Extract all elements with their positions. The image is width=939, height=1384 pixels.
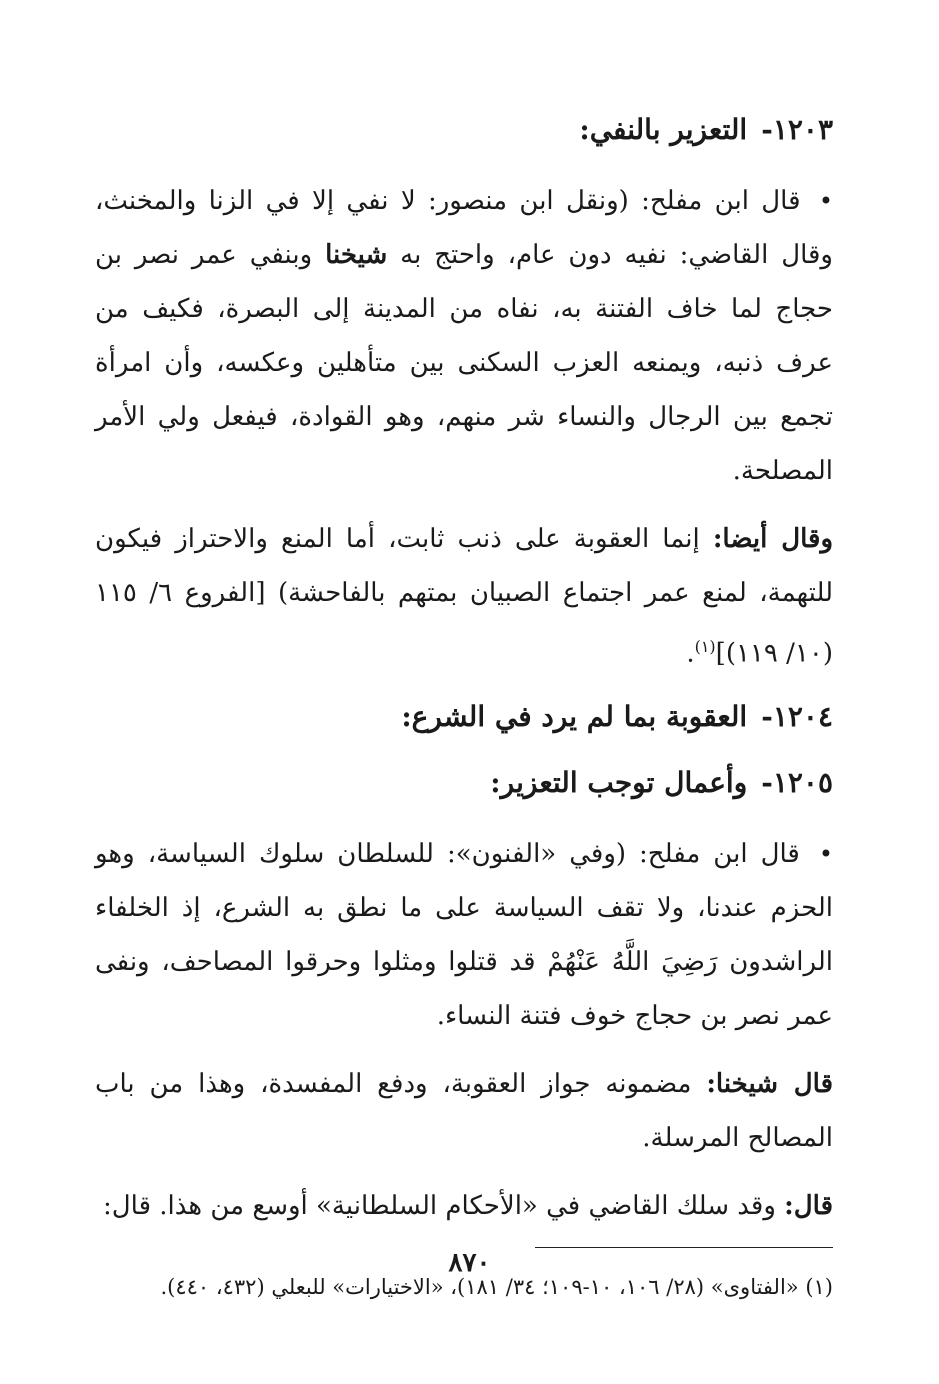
- section-title: وأعمال توجب التعزير:: [490, 765, 748, 799]
- section-number: ١٢٠٣-: [761, 113, 833, 146]
- paragraph-text: مضمونه جواز العقوبة، ودفع المفسدة، وهذا من باب المصالح المرسلة.: [95, 1068, 833, 1153]
- bold-term: شيخنا: [325, 240, 388, 270]
- paragraph-text: .: [686, 638, 695, 669]
- section-heading-1203: [95, 108, 833, 152]
- section-heading-1204: [95, 695, 833, 739]
- bullet-icon: •: [818, 839, 834, 868]
- section-title: التعزير بالنفي:: [579, 113, 748, 146]
- paragraph-5: [95, 1179, 833, 1233]
- paragraph-text: وقد سلك القاضي في «الأحكام السلطانية» أوسع من هذا. قال:: [103, 1190, 776, 1221]
- paragraph-4: [95, 1057, 833, 1165]
- footnote: (١) «الفتاوى» (٢٨/ ١٠٦، ١٠-١٠٩؛ ٣٤/ ١٨١)، «الاختيارات» للبعلي (٤٣٢، ٤٤٠).: [160, 1274, 833, 1299]
- bold-term: قال:: [784, 1190, 833, 1221]
- bullet-icon: •: [818, 187, 834, 215]
- paragraph-1: [95, 174, 833, 498]
- page-number: ٨٧٠: [448, 1248, 491, 1278]
- section-number: ١٢٠٥-: [761, 765, 833, 799]
- paragraph-text: قال ابن مفلح: (وفي «الفنون»: للسلطان سلوك السياسة، وهو الحزم عندنا، ولا تقف السياسة على ما نطق به الشرع، إذ الخلفاء الراشدون رَضِيَ اللَّهُ عَنْهُمْ قد قتلوا ومثلوا وحرقوا المصاحف، ونفى عمر نصر بن حجاج خوف فتنة النساء.: [95, 838, 833, 1031]
- section-number: ١٢٠٤-: [761, 699, 833, 733]
- page-body: [95, 108, 833, 1307]
- bold-term: قال شيخنا:: [706, 1068, 833, 1099]
- paragraph-2: [95, 512, 833, 681]
- paragraph-text: وبنفي عمر نصر بن حجاج لما خاف الفتنة به، نفاه من المدينة إلى البصرة، فكيف من عرف ذنبه، ويمنعه العزب السكنى بين متأهلين وعكسه، وأن امرأة تجمع بين الرجال والنساء شر منهم، وهو القوادة، فيفعل ولي الأمر المصلحة.: [95, 240, 833, 486]
- paragraph-text: قال ابن مفلح: (ونقل ابن منصور: لا نفي إلا في الزنا والمخنث، وقال القاضي: نفيه دون عام، واحتج به: [95, 186, 833, 270]
- bold-term: وقال أيضا:: [712, 524, 834, 554]
- section-title: العقوبة بما لم يرد في الشرع:: [401, 699, 748, 733]
- paragraph-text: إنما العقوبة على ذنب ثابت، أما المنع والاحتراز فيكون للتهمة، لمنع عمر اجتماع الصبيان بمتهم بالفاحشة) [الفروع ٦/ ١١٥ (١٠/ ١١٩)]: [95, 524, 833, 669]
- paragraph-3: [95, 827, 833, 1043]
- section-heading-1205: [95, 761, 833, 805]
- footnote-reference[interactable]: (١): [694, 637, 716, 656]
